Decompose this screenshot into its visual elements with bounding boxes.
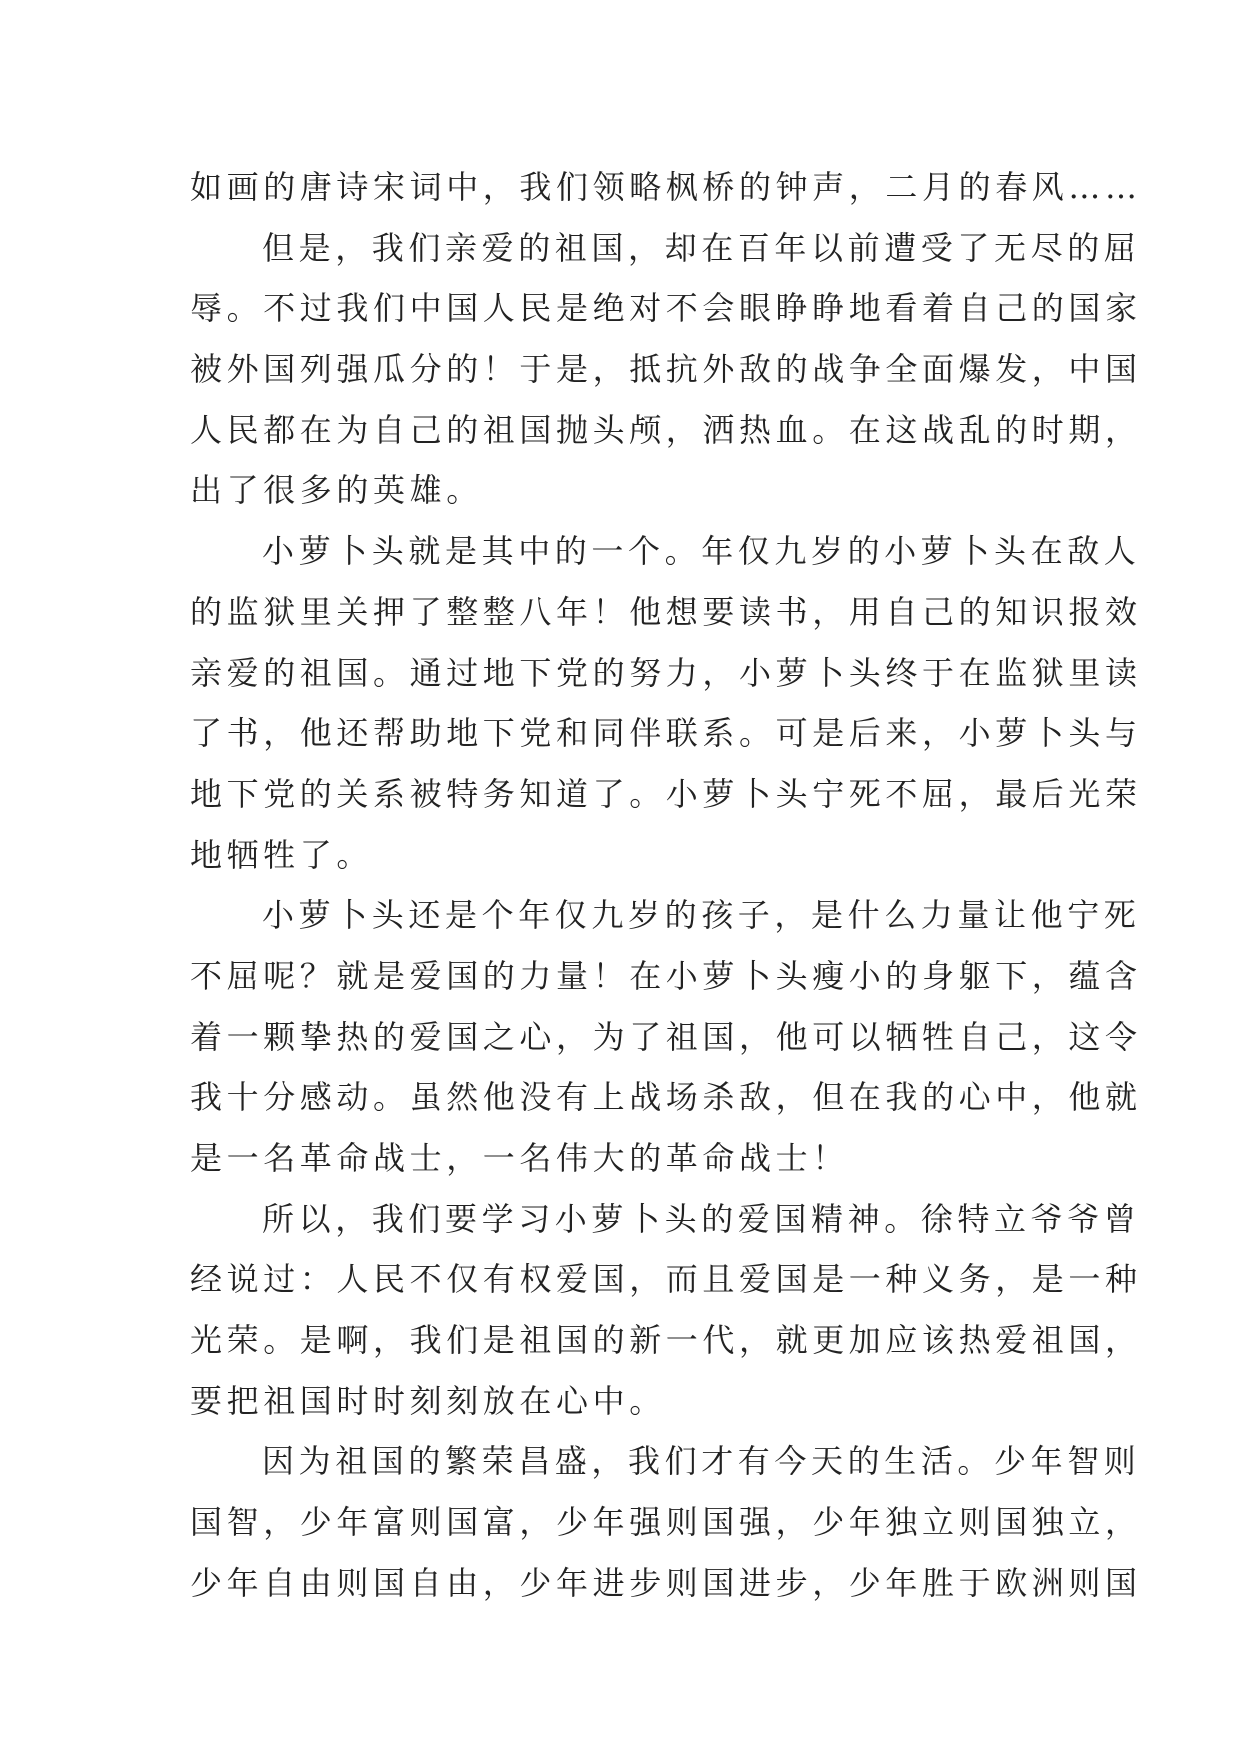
text-line: 国智，少年富则国富，少年强则国强，少年独立则国独立， — [190, 1503, 1142, 1542]
paragraph-first-line: 因为祖国的繁荣昌盛，我们才有今天的生活。少年智则 — [262, 1442, 1141, 1481]
text-line: 被外国列强瓜分的！于是，抵抗外敌的战争全面爆发，中国 — [190, 350, 1142, 389]
text-line: 亲爱的祖国。通过地下党的努力，小萝卜头终于在监狱里读 — [190, 653, 1142, 692]
paragraph-first-line: 小萝卜头还是个年仅九岁的孩子，是什么力量让他宁死 — [262, 896, 1141, 935]
text-line: 要把祖国时时刻刻放在心中。 — [190, 1381, 666, 1420]
text-line: 光荣。是啊，我们是祖国的新一代，就更加应该热爱祖国， — [190, 1321, 1142, 1360]
essay-body — [190, 157, 1142, 1614]
paragraph-first-line: 所以，我们要学习小萝卜头的爱国精神。徐特立爷爷曾 — [262, 1199, 1141, 1238]
text-line: 出了很多的英雄。 — [190, 471, 483, 510]
paragraph-first-line: 小萝卜头就是其中的一个。年仅九岁的小萝卜头在敌人 — [262, 532, 1141, 571]
text-line: 是一名革命战士，一名伟大的革命战士！ — [190, 1139, 849, 1177]
text-line: 地下党的关系被特务知道了。小萝卜头宁死不屈，最后光荣 — [190, 774, 1142, 813]
text-line: 着一颗挚热的爱国之心，为了祖国，他可以牺牲自己，这令 — [190, 1017, 1142, 1056]
text-line: 不屈呢？就是爱国的力量！在小萝卜头瘦小的身躯下，蕴含 — [190, 956, 1142, 995]
text-line: 经说过：人民不仅有权爱国，而且爱国是一种义务，是一种 — [190, 1260, 1142, 1299]
text-line: 人民都在为自己的祖国抛头颅，洒热血。在这战乱的时期， — [190, 410, 1142, 449]
text-line: 的监狱里关押了整整八年！他想要读书，用自己的知识报效 — [190, 592, 1142, 631]
text-line: 我十分感动。虽然他没有上战场杀敌，但在我的心中，他就 — [190, 1078, 1142, 1117]
text-line: 了书，他还帮助地下党和同伴联系。可是后来，小萝卜头与 — [190, 714, 1142, 753]
text-line: 少年自由则国自由，少年进步则国进步，少年胜于欧洲则国 — [190, 1563, 1142, 1602]
text-line: 地牺牲了。 — [190, 835, 374, 874]
paragraph-first-line: 但是，我们亲爱的祖国，却在百年以前遭受了无尽的屈 — [262, 228, 1141, 267]
text-line: 辱。不过我们中国人民是绝对不会眼睁睁地看着自己的国家 — [190, 289, 1142, 328]
text-line: 如画的唐诗宋词中，我们领略枫桥的钟声，二月的春风…… — [190, 168, 1142, 206]
